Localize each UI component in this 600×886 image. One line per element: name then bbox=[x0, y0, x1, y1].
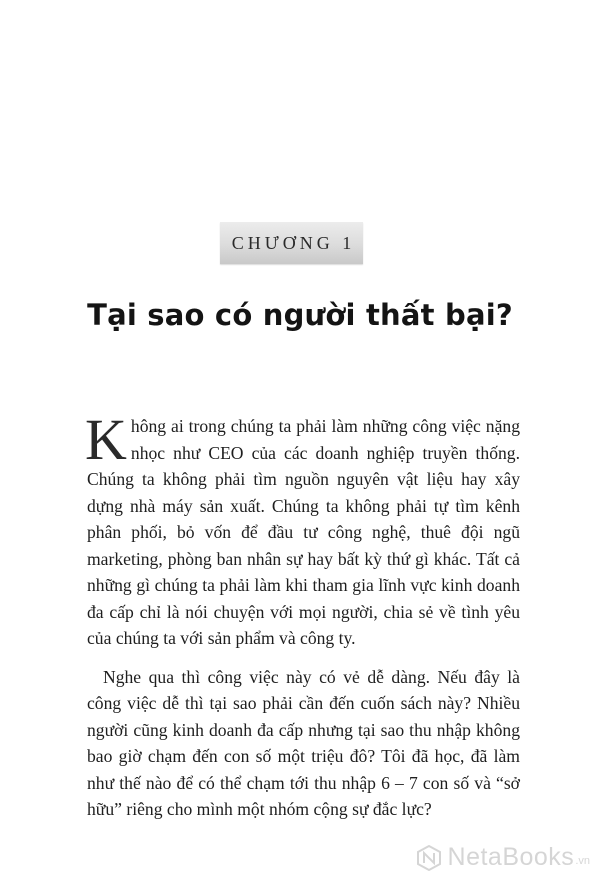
chapter-title: Tại sao có người thất bại? bbox=[87, 298, 513, 332]
paragraph-1 bbox=[85, 407, 520, 652]
body-text bbox=[85, 407, 520, 823]
paragraph-2: Nghe qua thì công việc này có vẻ dễ dàng. Nếu đây là công việc dễ thì tại sao phải cần đến cuốn sách này? Nhiều người cũng kinh doanh đa cấp nhưng tại sao thu nhập không bao giờ chạm đến con số một triệu đô? Tôi đã học, đã làm như thế nào để có thể chạm tới thu nhập 6 – 7 con số và “sở hữu” riêng cho mình một nhóm cộng sự đắc lực? bbox=[87, 666, 520, 819]
watermark-text: NetaBooks bbox=[447, 843, 575, 871]
chapter-badge bbox=[220, 222, 363, 264]
drop-cap: K bbox=[85, 407, 127, 472]
chapter-label: CHƯƠNG 1 bbox=[231, 232, 356, 253]
watermark-suffix: .vn bbox=[575, 855, 590, 867]
watermark bbox=[416, 843, 590, 872]
netabooks-logo-icon bbox=[416, 845, 442, 871]
paragraph-1-text: hông ai trong chúng ta phải làm những công việc nặng nhọc như CEO của các doanh nghiệp truyền thống. Chúng ta không phải tìm nguồn nguyên vật liệu hay xây dựng nhà máy sản xuất. Chúng ta không phải tự tìm kênh phân phối, bỏ vốn để đầu tư công nghệ, thuê đội ngũ marketing, phòng ban nhân sự hay bất kỳ thứ gì khác. Tất cả những gì chúng ta phải làm khi tham gia lĩnh vực kinh doanh đa cấp chỉ là nói chuyện với mọi người, chia sẻ về tình yêu của chúng ta với sản phẩm và công ty. bbox=[87, 416, 520, 648]
